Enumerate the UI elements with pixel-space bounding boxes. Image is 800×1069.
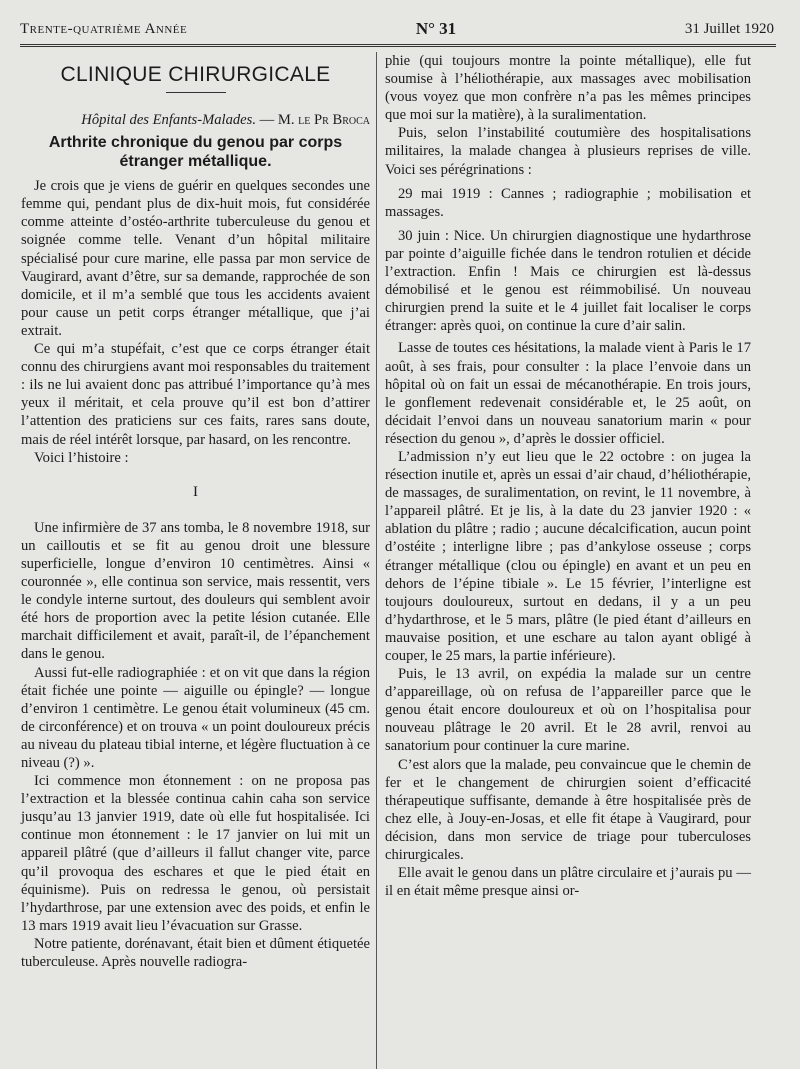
paragraph: phie (qui toujours montre la pointe métallique), elle fut soumise à l’héliothérapie, aux massages avec mobilisation (vous voyez que mon confrère n’a pas les mêmes principes que moi sur la matière), à la suralimentation. (385, 53, 751, 124)
issue-date: 31 Juillet 1920 (684, 20, 774, 37)
paragraph: Je crois que je viens de guérir en quelques secondes une femme qui, pendant plus de dix-huit mois, fut considérée comme atteinte d’ostéo-arthrite tuberculeuse du genou et soignée comme telle. Venant d’un hôpital militaire spécialisé pour cure marine, elle passa par mon service de Vaugirard, avant d’être, sur sa demande, rapprochée de son domicile, et il m’a semblé que tous les accidents avaient pour cause un petit corps étranger métallique, que j’ai extrait. (21, 178, 370, 339)
paragraph: L’admission n’y eut lieu que le 22 octobre : on jugea la résection inutile et, après un essai d’air chaud, d’héliothérapie, de massages, de suralimentation, on revint, le 11 novembre, à l’appareil plâtré. Et je lis, à la date du 23 janvier 1920 : « ablation du plâtre ; radio ; aucune décalcification, aucun point d’ostéite ; interligne libre ; pas d’ankylose osseuse ; corps étranger métallique (clou ou épingle) en avant et un peu en dehors de l’épine tibiale ». Le 15 février, l’interligne est toujours douloureux, surtout en dedans, il y a un peu d’hydarthrose, et le 5 mars, plâtre (le pied étant d’ailleurs en mauvaise position, et une eschare au talon ayant obligé à couper, le 25 mars, la partie inférieure). (385, 448, 751, 664)
paragraph: C’est alors que la malade, peu convaincue que le chemin de fer et le changement de chirurgien soient d’efficacité thérapeutique suffisante, demande à être hospitalisée près de chez elle, à Jouy-en-Josas, et elle fit étape à Vaugirard, pour décision, dans mon service de triage pour tuberculoses chirurgicales. (385, 756, 751, 864)
byline-author: — M. le Pr Broca (259, 112, 370, 129)
paragraph: Voici l’histoire : (34, 449, 129, 466)
paragraph: Puis, selon l’instabilité coutumière des hospitalisations militaires, la malade changea à plusieurs reprises de ville. Voici ses pérégrinations : (385, 125, 751, 178)
paragraph: Une infirmière de 37 ans tomba, le 8 novembre 1918, sur un cailloutis et se fit au genou droit une blessure superficielle, longue d’environ 10 centimètres. Ainsi « couronnée », elle continua son service, mais ressentit, vers le condyle interne surtout, des douleurs qui semblent avoir été hors de proportion avec la petite lésion cutanée. Elle marchait difficilement et avait, paraît-il, de l’épanchement dans le genou. (21, 519, 370, 663)
paragraph: Aussi fut-elle radiographiée : et on vit que dans la région était fichée une pointe — aiguille ou épingle? — longue d’environ 1 centimètre. Le genou était volumineux (45 cm. de circonférence) et on trouva « un point douloureux précis au niveau du plateau tibial interne, et légère fluctuation à ce niveau (?) ». (21, 664, 370, 771)
paragraph: Lasse de toutes ces hésitations, la malade vient à Paris le 17 août, à ses frais, pour consulter : la place l’envoie dans un hôpital où on fait un essai de mécanothérapie. En trois jours, le gonflement redevenait considérable et, le 25 août, on décidait l’envoi dans un nouveau sanatorium marin « pour résection du genou », d’après le dossier officiel. (385, 340, 751, 447)
article-title: Arthrite chronique du genou par corps étranger métallique. (48, 134, 343, 171)
issue-number: N° 31 (415, 19, 457, 38)
byline-institution: Hôpital des Enfants-Malades. (81, 112, 256, 129)
paragraph: Ici commence mon étonnement : on ne proposa pas l’extraction et la blessée continua cahin caha son service jusqu’au 13 janvier 1919, date où elle fut hospitalisée. Ici continue mon étonnement : le 17 janvier on lui mit un appareil plâtré (que d’ailleurs il fallut changer vite, parce qu’il provoqua des eschares et que le pied était en équinisme). Puis on redressa le genou, où persistait l’hydarthrose, par une extension avec des poids, et enfin le 13 mars 1919 avait lieu l’évacuation sur Grasse. (21, 773, 370, 934)
paragraph: 30 juin : Nice. Un chirurgien diagnostique une hydarthrose par pointe d’aiguille fichée dans le tendron rotulien et décide l’extraction. Enfin ! Mais ce chirurgien est là-dessus démobilisé et le genou est réimmobilisé. Un nouveau chirurgien prend la suite et le 4 juillet fait localiser le corps étranger: après quoi, on continue la cure d’air salin. (385, 227, 751, 335)
paragraph: Ce qui m’a stupéfait, c’est que ce corps étranger était connu des chirurgiens avant moi responsables du traitement : ils ne lui avaient donc pas attribué l’importance qu’à mes yeux il méritait, et cela prouve qu’il est bon d’attirer l’attention des praticiens sur ces faits, rares sans doute, mais de réel intérêt lorsque, par hasard, on les rencontre. (21, 341, 370, 448)
header-rule (20, 44, 776, 49)
column-right (385, 52, 751, 1069)
paragraph: Puis, le 13 avril, on expédia la malade sur un centre d’appareillage, où on refusa de l’appareiller parce que le genou était encore douloureux et où on l’hospitalisa pour nouveau plâtrage le 20 avril. Et le 28 avril, renvoi au sanatorium pour continuer la cure marine. (385, 666, 751, 755)
volume-label: Trente-quatrième Année (20, 20, 188, 37)
paragraph: Notre patiente, dorénavant, était bien et dûment étiquetée tuberculeuse. Après nouvelle radiogra- (21, 935, 370, 971)
section-title: CLINIQUE CHIRURGICALE (60, 63, 331, 86)
column-left (21, 52, 370, 1069)
section-number: I (193, 483, 198, 500)
running-header (20, 18, 774, 40)
column-divider (376, 52, 377, 1069)
byline (21, 111, 370, 129)
paragraph: Elle avait le genou dans un plâtre circulaire et j’aurais pu — il en était même presque ainsi or- (385, 865, 751, 900)
title-rule (166, 92, 226, 93)
paragraph: 29 mai 1919 : Cannes ; radiographie ; mobilisation et massages. (385, 185, 751, 220)
